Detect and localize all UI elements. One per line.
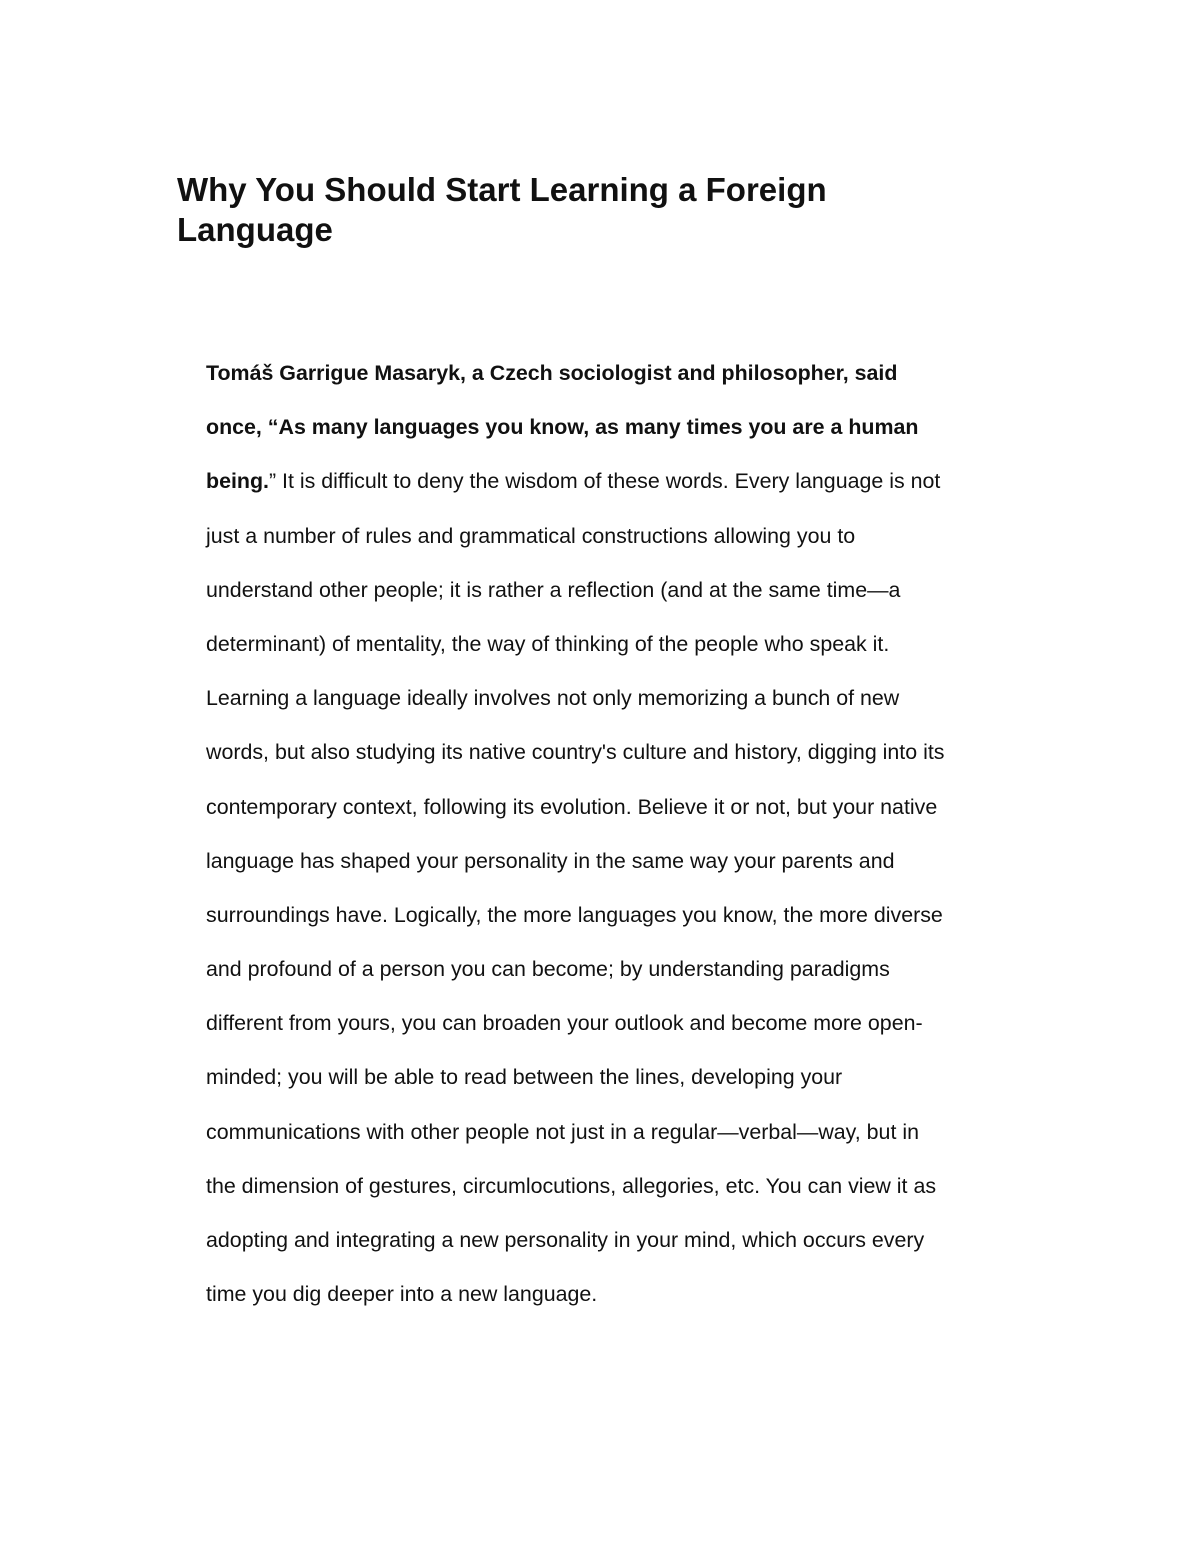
quote-text: once, “As many languages you know, as many times you are a human — [206, 415, 919, 440]
paragraph-line — [206, 780, 1028, 834]
line-text: surroundings have. Logically, the more languages you know, the more diverse — [206, 902, 943, 927]
title-line-2: Language — [177, 211, 333, 248]
paragraph-line — [206, 346, 1028, 400]
line-text: minded; you will be able to read between the lines, developing your — [206, 1065, 843, 1090]
paragraph-line — [206, 725, 1028, 779]
title-line-1: Why You Should Start Learning a Foreign — [177, 171, 827, 208]
paragraph-line — [206, 1267, 1028, 1321]
body-paragraph — [206, 346, 1028, 1321]
paragraph-line — [206, 996, 1028, 1050]
line-text: adopting and integrating a new personality in your mind, which occurs every — [206, 1228, 925, 1252]
paragraph-line — [206, 1050, 1028, 1104]
paragraph-line — [206, 1105, 1028, 1159]
document-title — [177, 170, 997, 250]
line-text: time you dig deeper into a new language. — [206, 1282, 598, 1307]
line-text: words, but also studying its native country's culture and history, digging into its — [206, 740, 945, 765]
line-text: Learning a language ideally involves not only memorizing a bunch of new — [206, 686, 900, 711]
paragraph-line — [206, 834, 1028, 888]
paragraph-line — [206, 509, 1028, 563]
line-text: determinant) of mentality, the way of thinking of the people who speak it. — [206, 631, 890, 656]
paragraph-line — [206, 888, 1028, 942]
line-text: contemporary context, following its evolution. Believe it or not, but your native — [206, 794, 938, 819]
line-text: communications with other people not just in a regular—verbal—way, but in — [206, 1119, 919, 1144]
paragraph-line — [206, 1213, 1028, 1267]
line-text: the dimension of gestures, circumlocutions, allegories, etc. You can view it as — [206, 1173, 937, 1198]
paragraph-line — [206, 942, 1028, 996]
line-text: just a number of rules and grammatical constructions allowing you to — [206, 523, 856, 548]
quote-text: being. — [206, 469, 269, 494]
paragraph-line — [206, 563, 1028, 617]
paragraph-line — [206, 671, 1028, 725]
quote-text: Tomáš Garrigue Masaryk, a Czech sociologist and philosopher, said — [206, 361, 898, 385]
line-text: and profound of a person you can become; by understanding paradigms — [206, 957, 890, 982]
line-text: ” It is difficult to deny the wisdom of these words. Every language is not — [268, 469, 941, 494]
paragraph-line — [206, 454, 1028, 508]
paragraph-line — [206, 1159, 1028, 1213]
line-text: language has shaped your personality in the same way your parents and — [206, 848, 895, 873]
line-text: different from yours, you can broaden your outlook and become more open- — [206, 1011, 923, 1036]
line-text: understand other people; it is rather a reflection (and at the same time—a — [206, 577, 901, 602]
paragraph-line — [206, 400, 1028, 454]
paragraph-line — [206, 617, 1028, 671]
